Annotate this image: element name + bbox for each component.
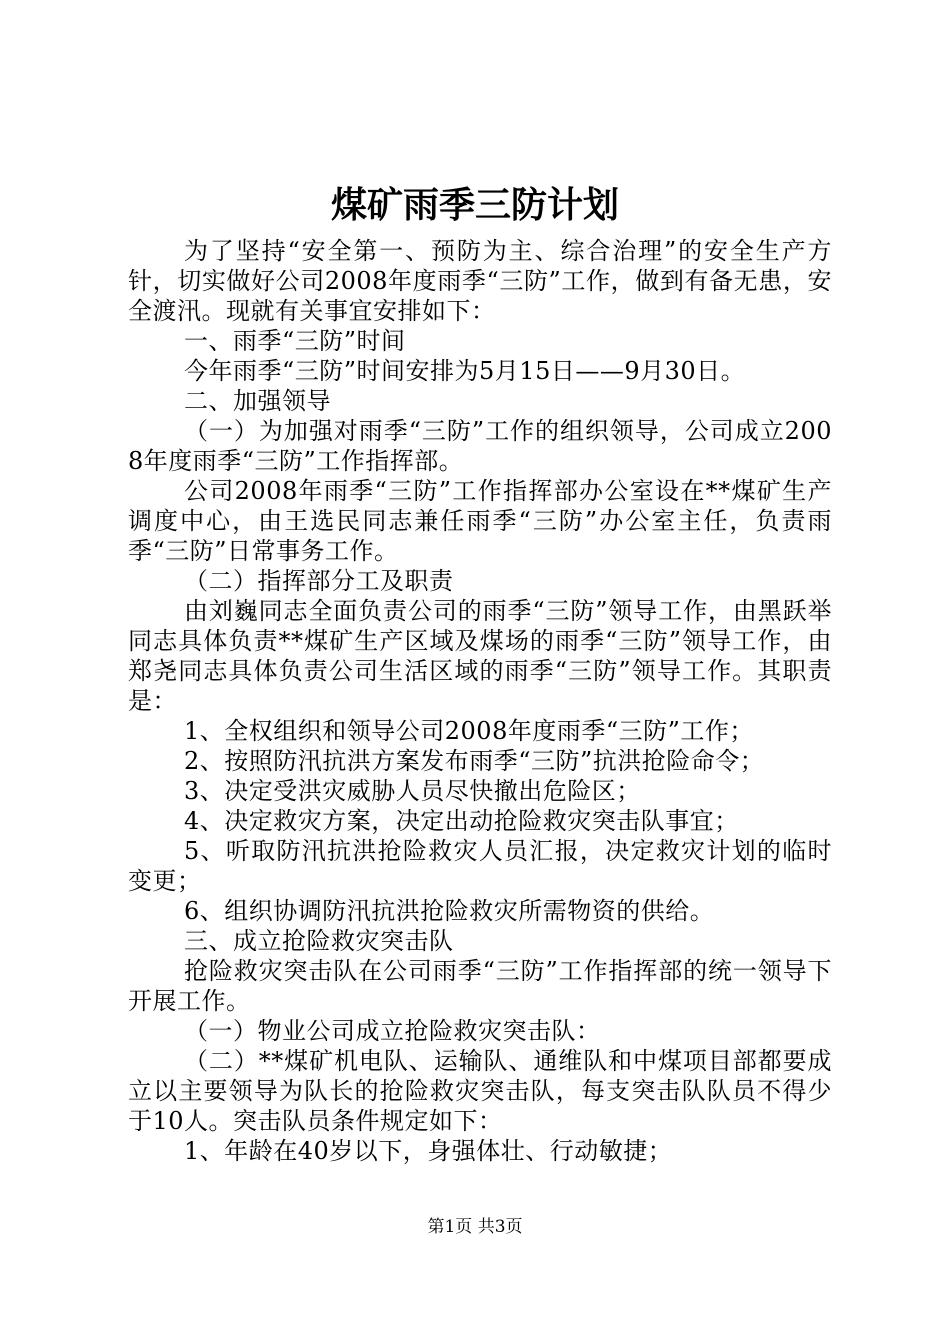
list-item: 4、决定救灾方案，决定出动抢险救灾突击队事宜； — [184, 807, 739, 835]
paragraph-team-requirements: （二）**煤矿机电队、运输队、通维队和中煤项目部都要成立以主要领导为队长的抢险救灾突击队，每支突击队队员不得少于10人。突击队员条件规定如下： — [128, 1047, 832, 1135]
list-item: 3、决定受洪灾威胁人员尽快撤出危险区； — [184, 777, 641, 805]
paragraph-command-setup: （一）为加强对雨季“三防”工作的组织领导，公司成立2008年度雨季“三防”工作指挥部。 — [128, 417, 832, 475]
paragraph-leaders: 由刘巍同志全面负责公司的雨季“三防”领导工作，由黑跃举同志具体负责**煤矿生产区域及煤场的雨季“三防”领导工作，由郑尧同志具体负责公司生活区域的雨季“三防”领导工作。其职责是： — [128, 597, 832, 715]
list-item: 6、组织协调防汛抗洪抢险救灾所需物资的供给。 — [184, 897, 715, 925]
document-title: 煤矿雨季三防计划 — [330, 185, 619, 226]
list-item: 1、年龄在40岁以下，身强体壮、行动敏捷； — [184, 1137, 673, 1165]
section-heading-1: 一、雨季“三防”时间 — [184, 327, 406, 355]
document-body — [128, 236, 832, 1166]
paragraph-office: 公司2008年雨季“三防”工作指挥部办公室设在**煤矿生产调度中心，由王选民同志兼任雨季“三防”办公室主任，负责雨季“三防”日常事务工作。 — [128, 477, 832, 565]
list-item: 5、听取防汛抗洪抢险救灾人员汇报，决定救灾计划的临时变更； — [128, 837, 832, 895]
page-number-footer: 第1页 共3页 — [427, 1217, 523, 1237]
section-heading-3: 三、成立抢险救灾突击队 — [184, 927, 454, 955]
subsection-heading-duties: （二）指挥部分工及职责 — [184, 567, 454, 595]
list-item: 2、按照防汛抗洪方案发布雨季“三防”抗洪抢险命令； — [184, 747, 765, 775]
list-item: 1、全权组织和领导公司2008年度雨季“三防”工作； — [184, 717, 754, 745]
subsection-heading-property: （一）物业公司成立抢险救灾突击队： — [184, 1017, 601, 1045]
paragraph-intro: 为了坚持“安全第一、预防为主、综合治理”的安全生产方针，切实做好公司2008年度雨季“三防”工作，做到有备无患，安全渡汛。现就有关事宜安排如下： — [128, 237, 832, 325]
paragraph-time: 今年雨季“三防”时间安排为5月15日——9月30日。 — [184, 357, 746, 385]
paragraph-team-intro: 抢险救灾突击队在公司雨季“三防”工作指挥部的统一领导下开展工作。 — [128, 957, 832, 1015]
section-heading-2: 二、加强领导 — [184, 387, 331, 415]
